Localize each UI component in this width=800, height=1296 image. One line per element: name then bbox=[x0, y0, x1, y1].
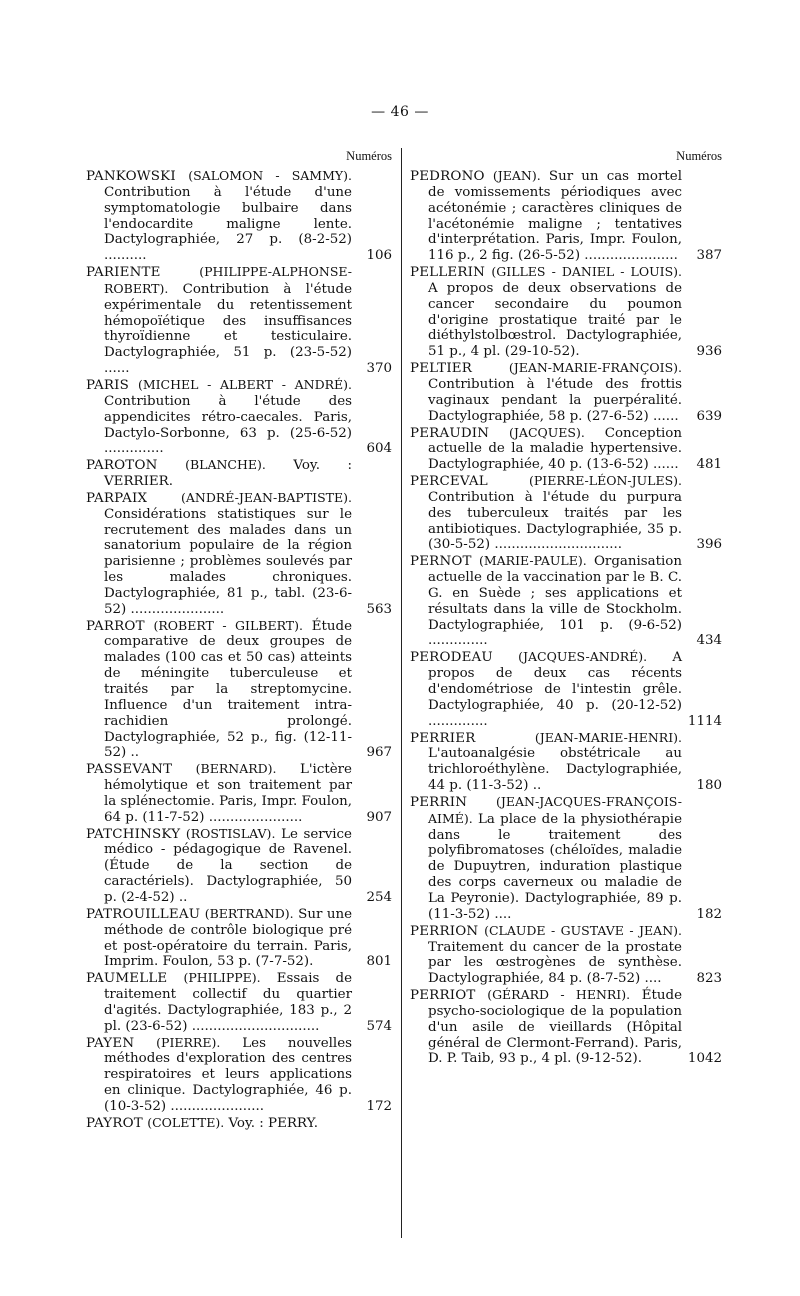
entry-number: 574 bbox=[366, 1018, 392, 1034]
author-given-names: (PIERRE-LÉON-JULES). bbox=[529, 473, 682, 489]
author-surname: PATROUILLEAU bbox=[86, 906, 201, 922]
index-entry bbox=[410, 794, 722, 923]
author-surname: PARIS bbox=[86, 377, 129, 393]
author-given-names: (ROBERT - GILBERT). bbox=[153, 617, 303, 633]
author-given-names: (JACQUES). bbox=[509, 424, 585, 440]
author-given-names: (ROSTISLAV). bbox=[185, 825, 276, 841]
author-surname: PERODEAU bbox=[410, 650, 493, 666]
author-given-names: (MARIE-PAULE). bbox=[478, 553, 587, 569]
author-surname: PERCEVAL bbox=[410, 474, 488, 490]
author-given-names: (GÉRARD - HENRI). bbox=[487, 987, 631, 1003]
author-given-names: (PIERRE). bbox=[156, 1034, 221, 1050]
author-given-names: (ANDRÉ-JEAN-BAPTISTE). bbox=[181, 489, 352, 505]
author-given-names: (MICHEL - ALBERT - ANDRÉ). bbox=[137, 376, 352, 392]
page-number: — 46 — bbox=[371, 104, 429, 120]
author-given-names: (JEAN-MARIE-HENRI). bbox=[534, 729, 682, 745]
author-surname: PELTIER bbox=[410, 361, 473, 377]
index-entry bbox=[86, 490, 392, 618]
author-surname: PERAUDIN bbox=[410, 425, 490, 441]
author-given-names: (JEAN). bbox=[492, 168, 541, 183]
thesis-description: Conception actuelle de la maladie hypertensive. Dactylographiée, 40 p. (13-6-52) ...... bbox=[428, 425, 682, 473]
entry-number: 106 bbox=[366, 248, 392, 264]
author-surname: PARPAIX bbox=[86, 490, 148, 506]
thesis-description: Le service médico - pédagogique de Ravenel. (Étude de la section de caractériels). Dactylographiée, 50 p. (2-4-52) .. bbox=[104, 826, 352, 905]
index-entry bbox=[86, 377, 392, 457]
index-entry bbox=[410, 987, 722, 1067]
author-given-names: (CLAUDE - GUSTAVE - JEAN). bbox=[484, 922, 682, 938]
entry-number: 967 bbox=[366, 745, 392, 761]
index-entry bbox=[86, 761, 392, 825]
author-given-names: (PHILIPPE). bbox=[183, 970, 261, 986]
index-entry bbox=[86, 826, 392, 906]
thesis-description: La place de la physiothérapie dans le traitement des polyfibromatoses (chéloïdes, maladie de Dupuytren, induration plastique des corps caverneux ou maladie de La Peyronie). Dactylographiée, 89 p. (11-3-52) .... bbox=[428, 811, 682, 922]
thesis-description: Voy. : VERRIER. bbox=[104, 458, 353, 490]
author-given-names: (SALOMON - SAMMY). bbox=[188, 168, 352, 183]
entry-number: 180 bbox=[696, 778, 722, 794]
index-entry bbox=[86, 457, 392, 490]
thesis-description: Contribution à l'étude du purpura des tuberculeux traités par les antibiotiques. Dactylographiée, 35 p. (30-5-52) .............................. bbox=[428, 489, 682, 553]
right-column bbox=[410, 146, 722, 1067]
thesis-description: L'autoanalgésie obstétricale au trichloroéthylène. Dactylographiée, 44 p. (11-3-52) .. bbox=[428, 746, 682, 794]
author-given-names: (PHILIPPE-ALPHONSE-ROBERT). bbox=[104, 264, 352, 296]
thesis-description: Contribution à l'étude d'une symptomatologie bulbaire dans l'endocardite maligne lente. Dactylographiée, 27 p. (8-2-52) .......... bbox=[104, 184, 352, 264]
author-given-names: (GILLES - DANIEL - LOUIS). bbox=[491, 264, 682, 280]
entry-number: 823 bbox=[696, 971, 722, 987]
entry-number: 434 bbox=[696, 633, 722, 649]
index-entry bbox=[86, 1035, 392, 1115]
entry-number: 936 bbox=[696, 344, 722, 360]
thesis-description: A propos de deux observations de cancer secondaire du poumon d'origine prostatique traité par le diéthylstolbœstrol. Dactylographiée, 51 p., 4 pl. (29-10-52). bbox=[428, 280, 682, 360]
author-surname: PAYEN bbox=[86, 1035, 135, 1051]
thesis-description: Essais de traitement collectif du quartier d'agités. Dactylographiée, 183 p., 2 pl. (23-6-52) .............................. bbox=[104, 971, 352, 1034]
thesis-description: Sur un cas mortel de vomissements périodiques avec acétonémie ; caractères cliniques de l'acétonémie maligne ; tentatives d'interprétation. Paris, Impr. Foulon, 116 p., 2 fig. (26-5-52) ...................... bbox=[428, 169, 682, 264]
index-entry bbox=[86, 970, 392, 1034]
entry-number: 172 bbox=[366, 1098, 392, 1114]
right-column-header: Numéros bbox=[676, 149, 722, 163]
author-surname: PAUMELLE bbox=[86, 971, 168, 987]
entry-number: 639 bbox=[696, 408, 722, 424]
author-surname: PATCHINSKY bbox=[86, 826, 181, 842]
author-surname: PARIENTE bbox=[86, 265, 161, 281]
entry-number: 604 bbox=[366, 441, 392, 457]
index-entry bbox=[410, 473, 722, 553]
left-entry-list bbox=[86, 168, 392, 1132]
thesis-description: Voy. : PERRY. bbox=[228, 1115, 318, 1131]
entry-number: 387 bbox=[696, 248, 722, 264]
author-given-names: (COLETTE). bbox=[147, 1114, 225, 1130]
author-surname: PARROT bbox=[86, 618, 145, 634]
thesis-description: Contribution à l'étude des appendicites rétro-caecales. Paris, Dactylo-Sorbonne, 63 p. (25-6-52) .............. bbox=[104, 393, 352, 457]
author-given-names: (JEAN-MARIE-FRANÇOIS). bbox=[508, 360, 682, 376]
left-column-header: Numéros bbox=[346, 149, 392, 163]
author-surname: PERRIER bbox=[410, 730, 476, 746]
thesis-description: Organisation actuelle de la vaccination par le B. C. G. en Suède ; ses applications et résultats dans la ville de Stockholm. Dactylographiée, 101 p. (9-6-52) .............. bbox=[428, 554, 682, 649]
author-surname: PERRIOT bbox=[410, 988, 476, 1004]
thesis-description: Considérations statistiques sur le recrutement des malades dans un sanatorium populaire de la région parisienne ; problèmes soulevés par les malades chroniques. Dactylographiée, 81 p., tabl. (23-6-52) ...................... bbox=[104, 506, 352, 617]
thesis-description: A propos de deux cas récents d'endométriose de l'intestin grêle. Dactylographiée, 40 p. (20-12-52) .............. bbox=[428, 650, 682, 729]
column-divider bbox=[401, 148, 402, 1238]
index-entry bbox=[410, 425, 722, 474]
entry-number: 396 bbox=[696, 537, 722, 553]
thesis-description: Contribution à l'étude des frottis vaginaux pendant la puerpéralité. Dactylographiée, 58 p. (27-6-52) ...... bbox=[428, 376, 682, 424]
author-surname: PASSEVANT bbox=[86, 762, 173, 778]
entry-number: 1042 bbox=[687, 1051, 722, 1067]
author-given-names: (JACQUES-ANDRÉ). bbox=[518, 649, 648, 665]
author-surname: PELLERIN bbox=[410, 265, 486, 281]
author-surname: PAROTON bbox=[86, 458, 158, 474]
index-entry bbox=[86, 264, 392, 377]
author-surname: PERRION bbox=[410, 923, 479, 939]
index-entry bbox=[86, 618, 392, 762]
index-entry bbox=[410, 730, 722, 794]
thesis-description: Traitement du cancer de la prostate par les œstrogènes de synthèse. Dactylographiée, 84 p. (8-7-52) .... bbox=[428, 939, 682, 987]
entry-number: 801 bbox=[366, 954, 392, 970]
thesis-description: Étude psycho-sociologique de la population d'un asile de vieillards (Hôpital général de Clermont-Ferrand). Paris, D. P. Taib, 93 p., 4 pl. (9-12-52). bbox=[428, 988, 682, 1067]
index-entry bbox=[410, 923, 722, 987]
entry-number: 563 bbox=[366, 601, 392, 617]
author-given-names: (BLANCHE). bbox=[185, 457, 266, 473]
author-given-names: (JEAN-JACQUES-FRANÇOIS-AIMÉ). bbox=[428, 793, 682, 826]
entry-number: 1114 bbox=[687, 713, 722, 729]
entry-number: 907 bbox=[366, 809, 392, 825]
thesis-description: Les nouvelles méthodes d'exploration des centres respiratoires et leurs applications en clinique. Dactylographiée, 46 p. (10-3-52) ...................... bbox=[104, 1035, 353, 1114]
thesis-description: Sur une méthode de contrôle biologique pré et post-opératoire du terrain. Paris, Imprim. Foulon, 53 p. (7-7-52). bbox=[104, 906, 352, 970]
thesis-description: Étude comparative de deux groupes de malades (100 cas et 50 cas) atteints de méningite tuberculeuse et traités par la streptomycine. Influence d'un traitement intra-rachidien prolongé. Dactylographiée, 52 p., fig. (12-11-52) .. bbox=[104, 618, 352, 761]
entry-number: 254 bbox=[366, 889, 392, 905]
author-surname: PANKOWSKI bbox=[86, 169, 176, 184]
index-entry bbox=[410, 553, 722, 649]
index-entry bbox=[410, 360, 722, 424]
index-entry bbox=[86, 906, 392, 970]
author-given-names: (BERNARD). bbox=[195, 761, 277, 777]
index-entry bbox=[410, 264, 722, 360]
author-surname: PEDRONO bbox=[410, 169, 485, 184]
index-entry bbox=[410, 649, 722, 729]
index-entry bbox=[86, 168, 392, 264]
index-entry bbox=[86, 1115, 392, 1132]
author-surname: PERNOT bbox=[410, 554, 472, 570]
entry-number: 182 bbox=[696, 906, 722, 922]
left-column bbox=[86, 146, 392, 1132]
right-entry-list bbox=[410, 168, 722, 1067]
author-surname: PAYROT bbox=[86, 1115, 143, 1131]
author-surname: PERRIN bbox=[410, 794, 468, 810]
thesis-description: Contribution à l'étude expérimentale du retentissement hémopoïétique des insuffisances thyroïdienne et testiculaire. Dactylographiée, 51 p. (23-5-52) ...... bbox=[104, 281, 352, 377]
index-entry bbox=[410, 168, 722, 264]
entry-number: 481 bbox=[696, 457, 722, 473]
thesis-description: L'ictère hémolytique et son traitement par la splénectomie. Paris, Impr. Foulon, 64 p. (11-7-52) ...................... bbox=[104, 762, 353, 825]
author-given-names: (BERTRAND). bbox=[204, 905, 294, 921]
entry-number: 370 bbox=[366, 361, 392, 377]
